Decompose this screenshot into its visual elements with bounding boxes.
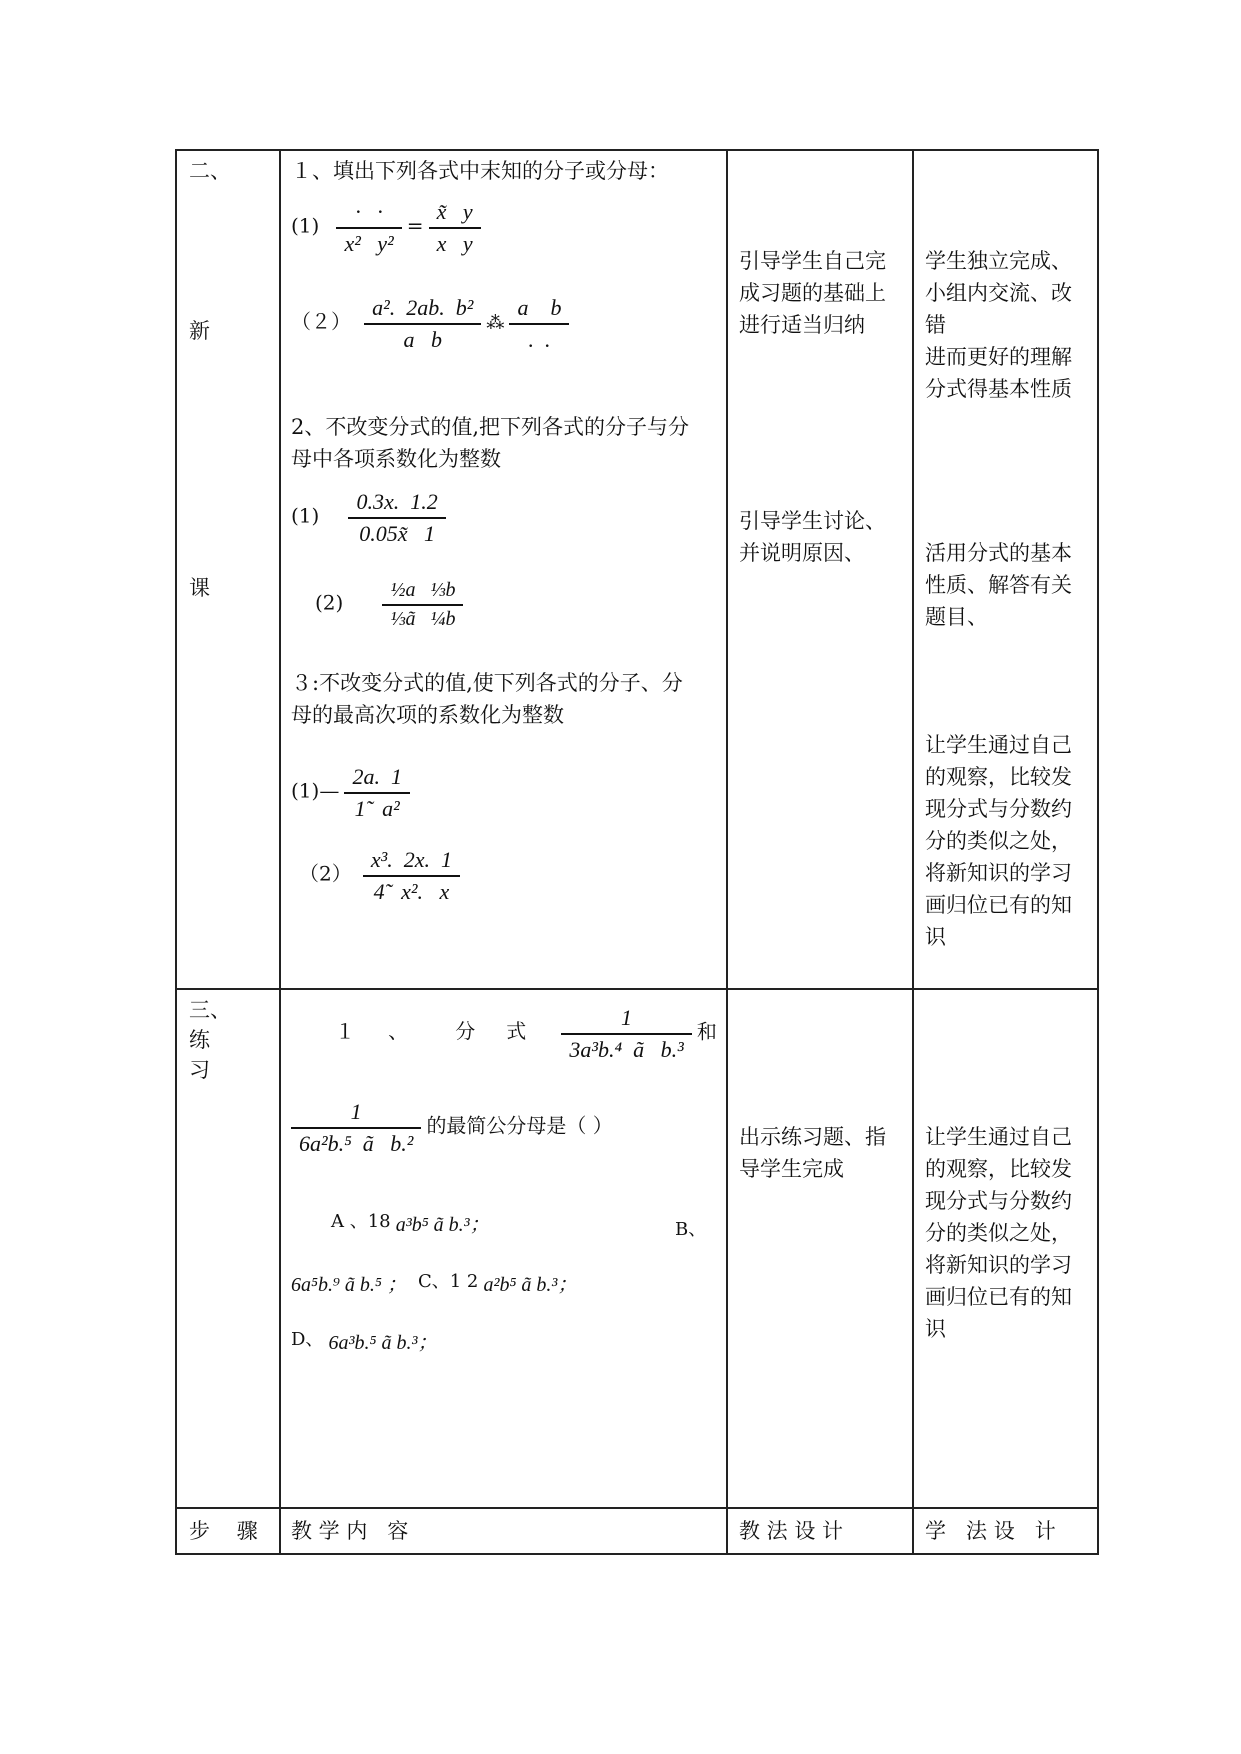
- equals-sign: =: [406, 213, 424, 238]
- note-line: 引导学生自己完: [739, 249, 886, 273]
- punctuation: 、: [388, 1019, 409, 1044]
- note-line: 现分式与分数约: [925, 1189, 1072, 1213]
- fraction-bar: [336, 227, 401, 229]
- denominator: x² y²: [344, 230, 394, 256]
- step-label: 二、: [189, 159, 231, 183]
- numerator: 0.3x. 1.2: [356, 489, 438, 514]
- note-line: 让学生通过自己: [925, 733, 1072, 757]
- denominator: 1̃ a²: [354, 795, 400, 821]
- row-divider: [175, 1507, 1099, 1509]
- note-line: 成习题的基础上: [739, 281, 886, 305]
- note-line: 的观察，比较发: [925, 1157, 1072, 1181]
- step-label: [189, 995, 231, 1085]
- note-line: 性质、解答有关: [925, 573, 1072, 597]
- table-border-top: [175, 149, 1099, 151]
- denominator: . .: [528, 326, 551, 352]
- header-teaching: 教 法 设 计: [739, 1519, 844, 1543]
- question-label: (1): [291, 213, 320, 238]
- question-label: (2): [315, 590, 344, 615]
- question-word: 分: [455, 1019, 476, 1044]
- task1-q2: [291, 295, 569, 353]
- question-label: （2）: [299, 861, 352, 886]
- task2-q2: [315, 579, 463, 631]
- note-line: 并说明原因、: [739, 541, 865, 565]
- practice-question-line2: [291, 1099, 613, 1157]
- fraction: [561, 1005, 691, 1063]
- option-expression: 6a³b.⁵ ã b.³；: [328, 1332, 438, 1354]
- fraction-bar: [429, 227, 481, 229]
- lesson-table: [175, 149, 1099, 1555]
- numerator: a b: [517, 295, 562, 320]
- task2-title-line1: 2、不改变分式的值,把下列各式的分子与分: [291, 415, 690, 439]
- fraction: [429, 199, 481, 257]
- option-b-label: [675, 1215, 706, 1241]
- note-line: 将新知识的学习: [925, 1253, 1072, 1277]
- note-line: 学生独立完成、: [925, 249, 1072, 273]
- option-label: D、: [291, 1329, 324, 1350]
- table-border-bottom: [175, 1553, 1099, 1555]
- note-line: 将新知识的学习: [925, 861, 1072, 885]
- fraction-bar: [348, 517, 445, 519]
- mark-symbol: ⁂: [486, 312, 505, 334]
- numerator: a². 2ab. b²: [372, 295, 474, 320]
- numerator: x³. 2x. 1: [370, 847, 452, 872]
- note-line: 题目、: [925, 605, 988, 629]
- table-border-right: [1097, 149, 1099, 1555]
- step-line: 习: [189, 1058, 210, 1082]
- note-line: 识: [925, 925, 946, 949]
- fraction-bar: [364, 323, 481, 325]
- task3-q1: [291, 764, 410, 822]
- fraction-bar: [344, 792, 410, 794]
- header-step: 步 骤: [189, 1519, 258, 1543]
- conjunction: 和: [696, 1019, 717, 1044]
- teaching-note: [739, 505, 886, 569]
- note-line: 识: [925, 1317, 946, 1341]
- fraction: [348, 489, 445, 547]
- denominator: 4̃ x². x: [373, 878, 450, 904]
- question-text: 的最简公分母是（ ）: [426, 1113, 613, 1138]
- fraction-bar: [291, 1127, 421, 1129]
- col-divider: [726, 149, 728, 1555]
- step-label: 课: [189, 576, 210, 600]
- note-line: 进行适当归纳: [739, 313, 865, 337]
- fraction: [363, 847, 460, 905]
- col-divider: [912, 149, 914, 1555]
- fraction: [291, 1099, 421, 1157]
- fraction: [382, 579, 463, 631]
- task2-q1: [291, 489, 446, 547]
- note-line: 分的类似之处，: [925, 829, 1072, 853]
- numerator: 1: [350, 1099, 362, 1124]
- col-divider: [175, 149, 177, 1555]
- col-divider: [279, 149, 281, 1555]
- fraction: [344, 764, 410, 822]
- option-a: [331, 1207, 490, 1237]
- note-line: 导学生完成: [739, 1157, 844, 1181]
- numerator: 1: [621, 1005, 633, 1030]
- denominator: 0.05x̃ 1: [359, 520, 435, 546]
- option-expression: a²b⁵ ã b.³；: [483, 1274, 578, 1296]
- note-line: 引导学生讨论、: [739, 509, 886, 533]
- note-line: 的观察，比较发: [925, 765, 1072, 789]
- task1-q1: [291, 199, 481, 257]
- learning-note: [925, 1121, 1072, 1345]
- learning-note: [925, 245, 1072, 405]
- header-content: 教 学 内 容: [291, 1519, 409, 1543]
- teaching-note: [739, 245, 886, 341]
- note-line: 进而更好的理解: [925, 345, 1072, 369]
- task3-title-line2: 母的最高次项的系数化为整数: [291, 703, 564, 727]
- denominator: x y: [436, 230, 473, 256]
- note-line: 小组内交流、改: [925, 281, 1072, 305]
- fraction-bar: [382, 604, 463, 606]
- fraction-bar: [363, 875, 460, 877]
- denominator: ⅓ã ¼b: [390, 607, 456, 630]
- option-expression: 6a⁵b.⁹ ã b.⁵ ；: [291, 1274, 407, 1296]
- question-word: 式: [506, 1019, 527, 1044]
- question-label: （２）: [291, 309, 351, 334]
- note-line: 画归位已有的知: [925, 1285, 1072, 1309]
- fraction-bar: [561, 1033, 691, 1035]
- step-label: 新: [189, 319, 210, 343]
- option-label: A 、18: [331, 1211, 391, 1232]
- step-line: 三、: [189, 998, 231, 1022]
- fraction: [364, 295, 481, 353]
- task2-title-line2: 母中各项系数化为整数: [291, 447, 501, 471]
- note-line: 错: [925, 313, 946, 337]
- numerator: 2a. 1: [352, 764, 402, 789]
- numerator: ½a ⅓b: [390, 579, 456, 601]
- option-label: B、: [675, 1219, 707, 1240]
- numerator: · ·: [355, 199, 383, 224]
- teaching-note: [739, 1121, 886, 1185]
- note-line: 分式得基本性质: [925, 377, 1072, 401]
- note-line: 出示练习题、指: [739, 1125, 886, 1149]
- note-line: 画归位已有的知: [925, 893, 1072, 917]
- task1-title: １、填出下列各式中末知的分子或分母：: [291, 159, 669, 183]
- fraction: [509, 295, 569, 353]
- note-line: 让学生通过自己: [925, 1125, 1072, 1149]
- note-line: 活用分式的基本: [925, 541, 1072, 565]
- fraction-bar: [509, 323, 569, 325]
- header-learning: 学 法 设 计: [925, 1519, 1056, 1543]
- option-expression: a³b⁵ ã b.³；: [395, 1214, 490, 1236]
- question-label: (1): [291, 503, 320, 528]
- note-line: 分的类似之处，: [925, 1221, 1072, 1245]
- row-divider: [175, 988, 1099, 990]
- option-d: [291, 1325, 437, 1355]
- note-line: 现分式与分数约: [925, 797, 1072, 821]
- denominator: a b: [403, 326, 442, 352]
- practice-question: [335, 1005, 717, 1063]
- fraction: [336, 199, 401, 257]
- denominator: 3a³b.⁴ ã b.³: [569, 1036, 684, 1062]
- denominator: 6a²b.⁵ ã b.²: [299, 1130, 414, 1156]
- task3-q2: [299, 847, 460, 905]
- question-number: １: [335, 1019, 355, 1044]
- step-line: 练: [189, 1028, 210, 1052]
- option-b-c: [291, 1267, 577, 1297]
- task3-title-line1: ３:不改变分式的值,使下列各式的分子、分: [291, 671, 683, 695]
- question-label: (1)—: [291, 778, 340, 803]
- learning-note: [925, 729, 1072, 953]
- numerator: x̃ y: [436, 199, 473, 224]
- option-label: C、1 2: [417, 1271, 479, 1292]
- learning-note: [925, 537, 1072, 633]
